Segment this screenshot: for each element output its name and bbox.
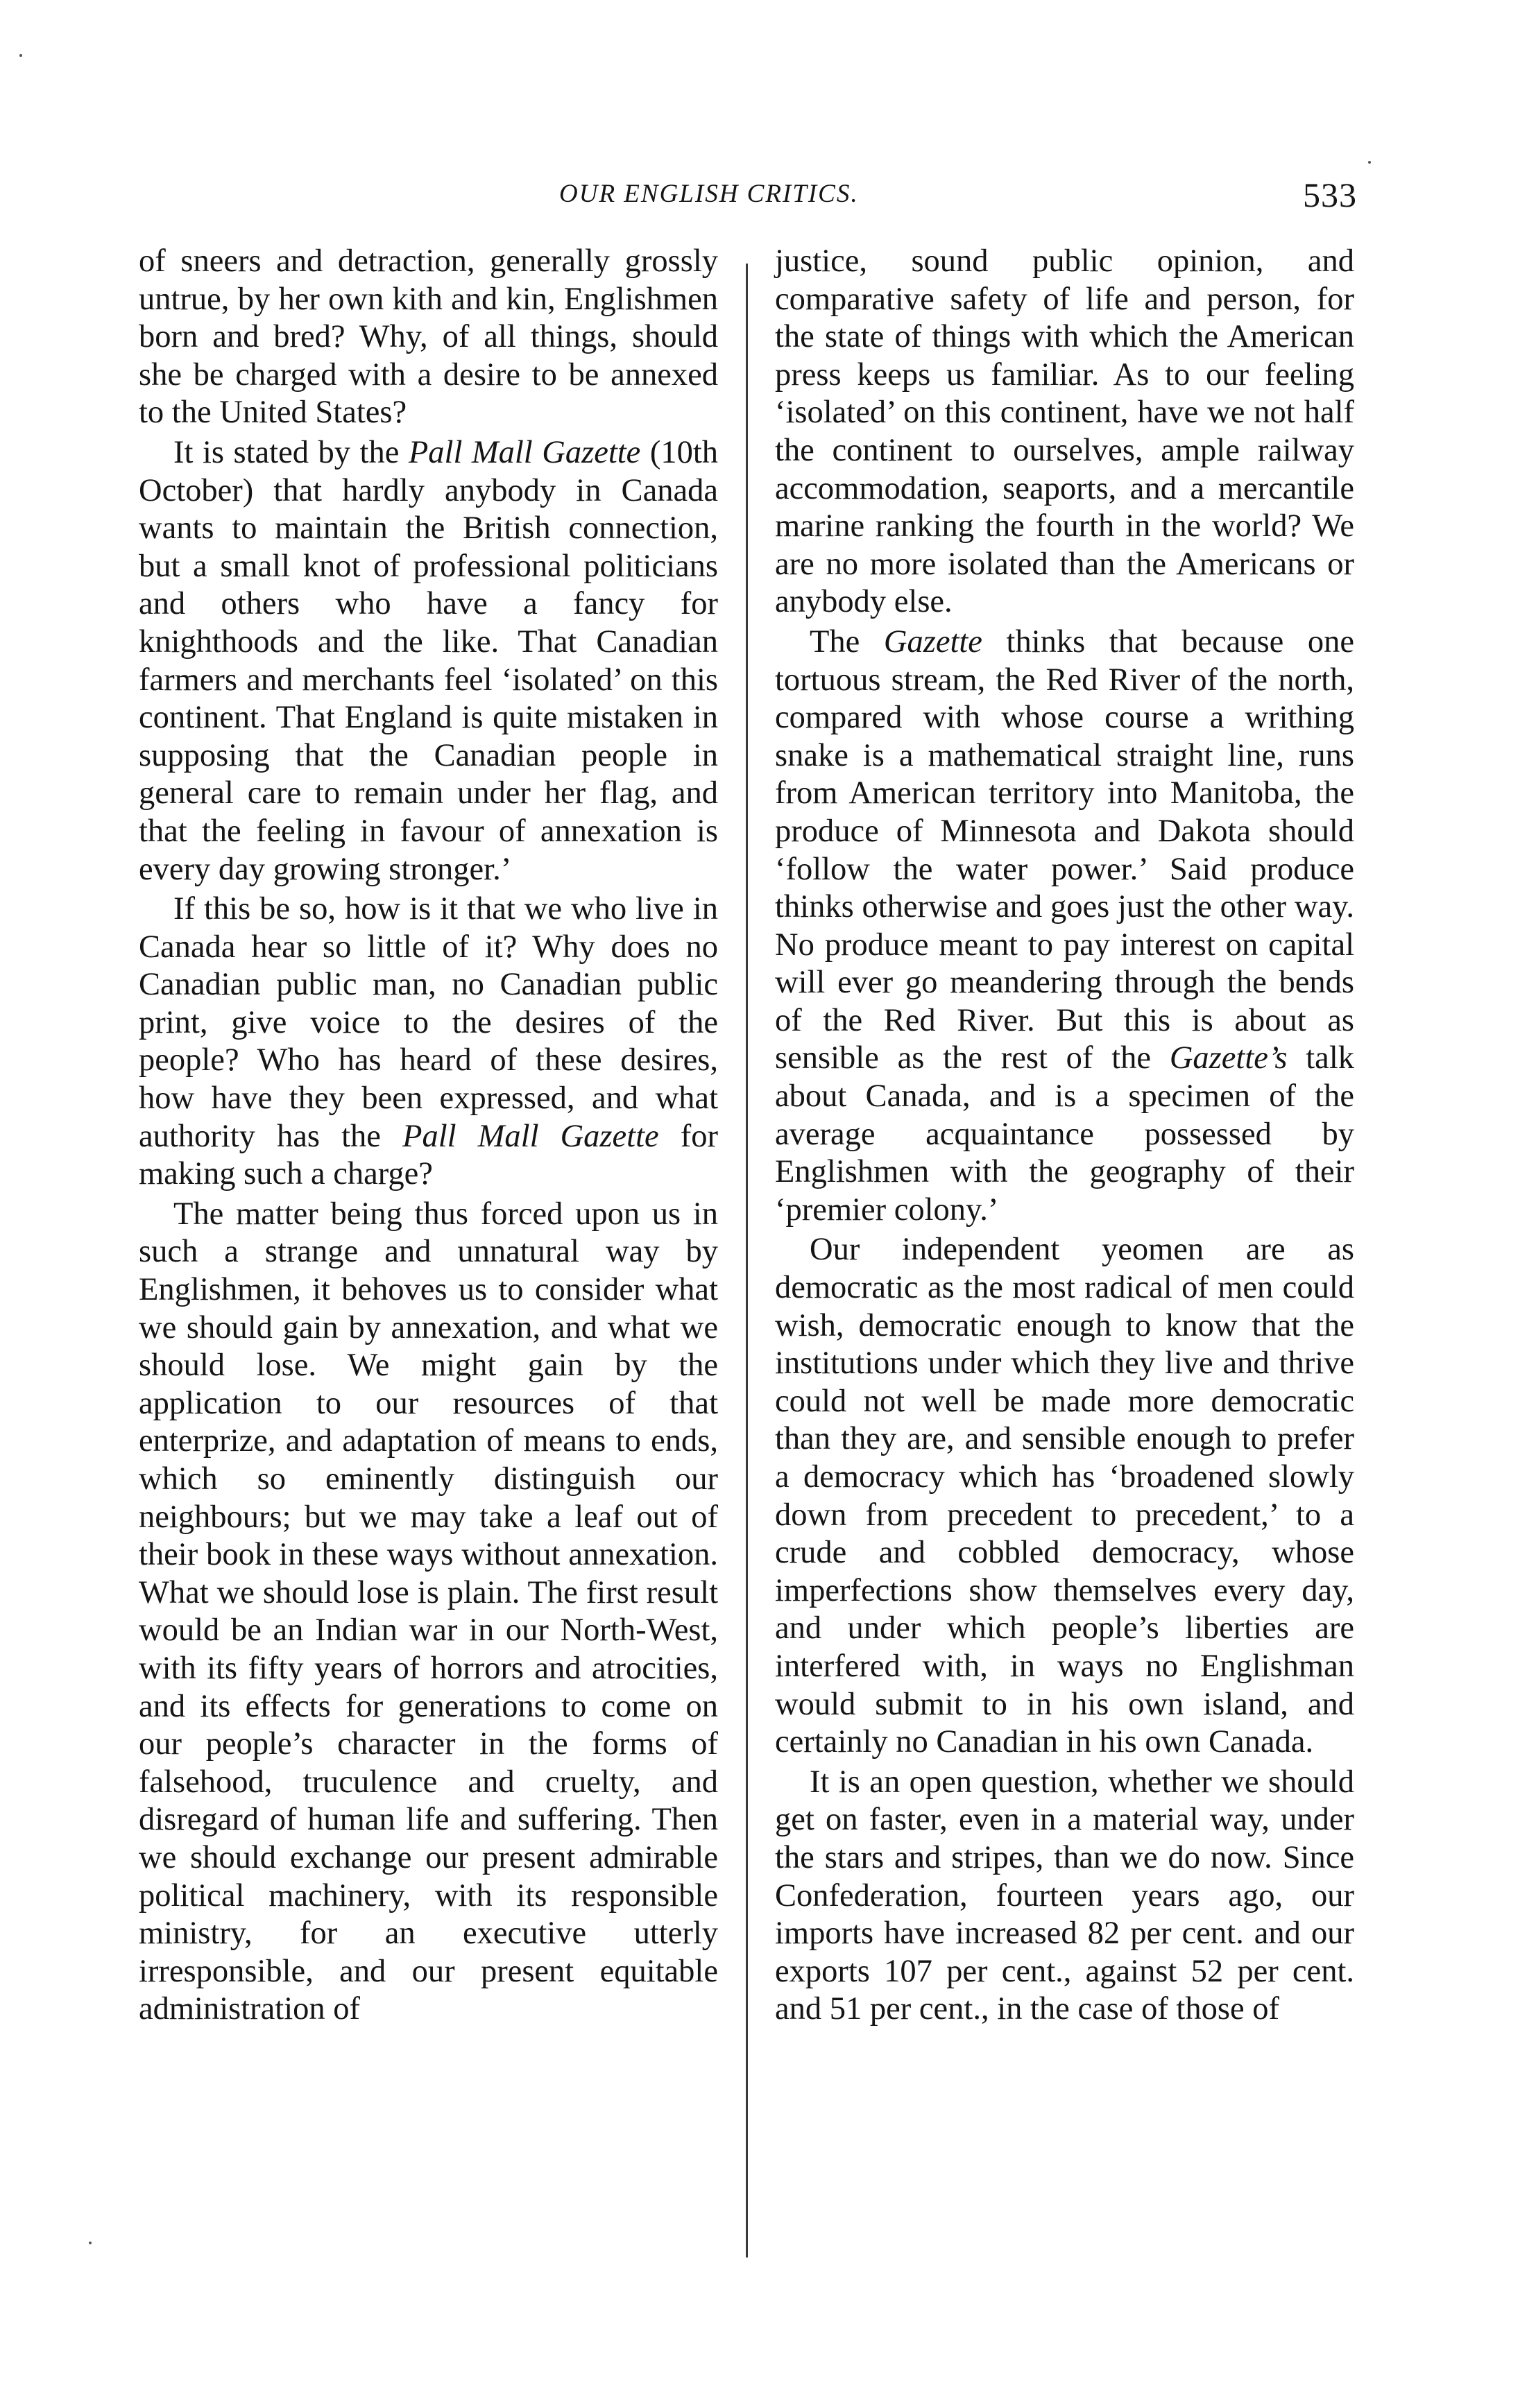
left-paragraph-2	[139, 434, 718, 888]
text-run: (10th October) that hardly anybody in Canada wants to maintain the British connection, but a small knot of professional politicians and others who have a fancy for knighthoods and the like. That Canadian farmers and merchants feel ‘isolated’ on this continent. That England is quite mistaken in supposing that the Canadian people in general care to remain under her flag, and that the feeling in favour of annexation is every day growing stronger.’	[139, 434, 719, 887]
page-number: 533	[1303, 175, 1357, 214]
paper-speck	[19, 54, 22, 57]
text-run: thinks that because one tortuous stream, the Red River of the north, compared with whose course a writhing snake is a mathematical straight line, runs from American territory into Manitoba, the produce of Minnesota and Dakota should ‘follow the water power.’ Said produce thinks otherwise and goes just the other way. No produce meant to pay interest on capital will ever go meandering through the bends of the Red River. But this is about as sensible as the rest of the	[775, 624, 1355, 1076]
column-divider	[746, 264, 748, 2258]
publication-title: Pall Mall Gazette	[402, 1118, 659, 1154]
left-paragraph-1: of sneers and detraction, generally grossly untrue, by her own kith and kin, Englishmen born and bred? Why, of all things, should she be charged with a desire to be annexed to the United States?	[139, 243, 718, 431]
running-head	[0, 175, 1536, 221]
right-paragraph-2	[775, 624, 1354, 1230]
right-paragraph-1: justice, sound public opinion, and comparative safety of life and person, for the state of things with which the American press keeps us familiar. As to our feeling ‘isolated’ on this continent, have we not half the continent to ourselves, ample railway accommodation, seaports, and a mercantile marine ranking the fourth in the world? We are no more isolated than the Americans or anybody else.	[775, 243, 1354, 620]
publication-title: Gazette’s	[1169, 1040, 1288, 1076]
text-run: If this be so, how is it that we who live in Canada hear so little of it? Why does no Canadian public man, no Canadian public print, give voice to the desires of the people? Who has heard of these desires, how have they been expressed, and what authority has the	[139, 891, 718, 1154]
right-paragraph-3: Our independent yeomen are as democratic as the most radical of men could wish, democratic enough to know that the institutions under which they live and thrive could not well be made more democratic than they are, and sensible enough to prefer a democracy which has ‘broadened slowly down from precedent to precedent,’ to a crude and cobbled democracy, whose imperfections show themselves every day, and under which people’s liberties are interfered with, in ways no Englishman would submit to in his own island, and certainly no Canadian in his own Canada.	[775, 1232, 1354, 1760]
publication-title: Pall Mall Gazette	[408, 434, 641, 470]
text-run: The	[810, 624, 884, 660]
left-paragraph-3	[139, 891, 718, 1194]
publication-title: Gazette	[883, 624, 982, 660]
text-run: for making such a charge?	[139, 1118, 718, 1192]
right-column	[775, 243, 1354, 2029]
running-title: OUR ENGLISH CRITICS.	[559, 180, 859, 208]
paper-speck	[89, 2242, 92, 2244]
right-paragraph-4: It is an open question, whether we should get on faster, even in a material way, under the stars and stripes, than we do now. Since Confederation, fourteen years ago, our imports have increased 82 per cent. and our exports 107 per cent., against 52 per cent. and 51 per cent., in the case of those of	[775, 1764, 1354, 2027]
text-run: It is stated by the	[173, 434, 409, 470]
left-column	[139, 243, 718, 2029]
text-run: talk about Canada, and is a specimen of the average acquaintance possessed by Englishmen with the geography of their ‘premier colony.’	[775, 1040, 1354, 1228]
left-paragraph-4: The matter being thus forced upon us in such a strange and unnatural way by Englishmen, it behoves us to consider what we should gain by annexation, and what we should lose. We might gain by the application to our resources of that enterprize, and adaptation of means to ends, which so eminently distinguish our neighbours; but we may take a leaf out of their book in these ways without annexation. What we should lose is plain. The first result would be an Indian war in our North-West, with its fifty years of horrors and atrocities, and its effects for generations to come on our people’s character in the forms of falsehood, truculence and cruelty, and disregard of human life and suffering. Then we should exchange our present admirable political machinery, with its responsible ministry, for an executive utterly irresponsible, and our present equitable administration of	[139, 1196, 718, 2027]
paper-speck	[1368, 161, 1371, 164]
